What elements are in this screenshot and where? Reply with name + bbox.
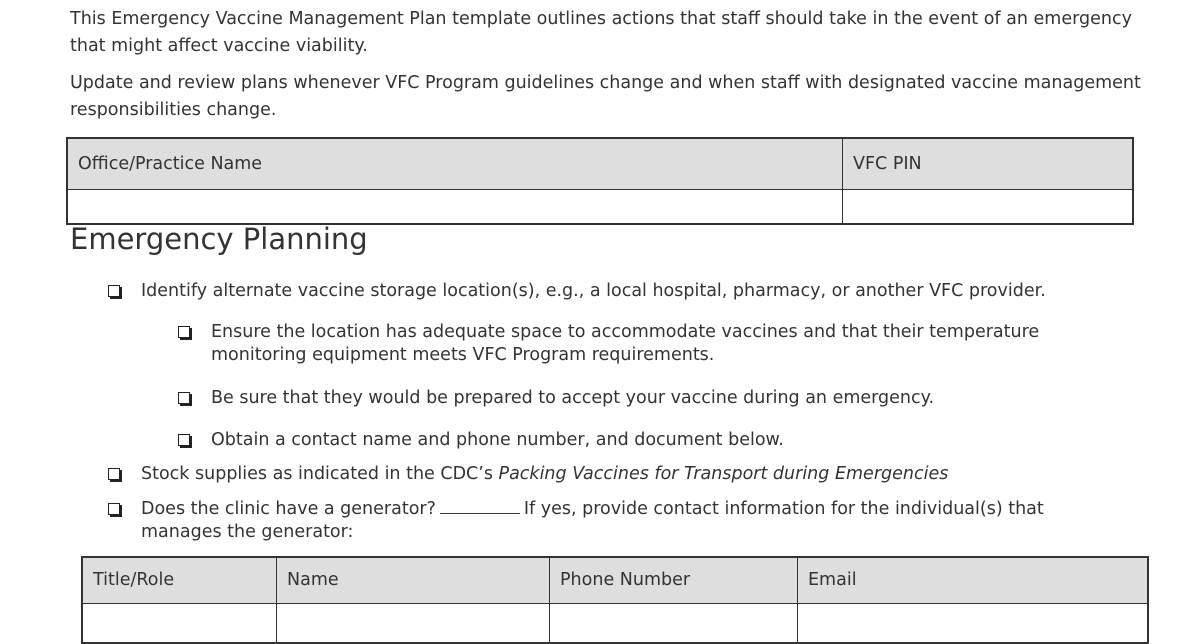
generator-contact-prompt-line-2: manages the generator:	[141, 522, 354, 542]
generator-contact-prompt: If yes, provide contact information for the individual(s) that	[523, 499, 1044, 519]
intro-paragraph-2: Update and review plans whenever VFC Program guidelines change and when staff with designated vaccine management responsibilities change.	[70, 73, 1141, 120]
phone-number-header: Phone Number	[550, 557, 798, 603]
subitem-line-1: Ensure the location has adequate space to accommodate vaccines and that their temperature	[211, 322, 1040, 342]
email-cell[interactable]	[798, 603, 1149, 643]
practice-name-header: Office/Practice Name	[67, 138, 843, 189]
stock-supplies-text: Stock supplies as indicated in the CDC’s	[141, 464, 499, 484]
checkbox-prepared-accept[interactable]	[178, 392, 190, 404]
checkbox-adequate-space[interactable]	[178, 326, 190, 338]
stock-supplies-doc-title: Packing Vaccines for Transport during Emergencies	[498, 464, 949, 484]
checklist-subitem-adequate-space	[211, 321, 1039, 367]
checklist-item-stock-supplies	[141, 463, 948, 486]
checklist-item-alternate-storage: Identify alternate vaccine storage location(s), e.g., a local hospital, pharmacy, or another VFC provider.	[141, 281, 1046, 301]
phone-number-cell[interactable]	[550, 603, 798, 643]
title-role-cell[interactable]	[82, 603, 277, 643]
email-header: Email	[798, 557, 1149, 603]
generator-contact-table	[81, 556, 1149, 644]
intro-paragraph-1: This Emergency Vaccine Management Plan template outlines actions that staff should take in the event of an emergency that might affect vaccine viability.	[70, 9, 1132, 56]
title-role-header: Title/Role	[82, 557, 277, 603]
checklist-item-generator	[141, 498, 1044, 544]
checkbox-generator[interactable]	[108, 503, 120, 515]
name-header: Name	[277, 557, 550, 603]
practice-name-cell[interactable]	[67, 189, 843, 224]
subitem-line-2: monitoring equipment meets VFC Program requirements.	[211, 345, 715, 365]
checkbox-stock-supplies[interactable]	[108, 468, 120, 480]
checklist-subitem-contact-name: Obtain a contact name and phone number, and document below.	[211, 430, 784, 450]
name-cell[interactable]	[277, 603, 550, 643]
checkbox-alternate-storage[interactable]	[108, 285, 120, 297]
practice-info-table	[66, 137, 1134, 225]
generator-question: Does the clinic have a generator?	[141, 499, 436, 519]
vfc-pin-header: VFC PIN	[843, 138, 1134, 189]
generator-answer-blank[interactable]	[440, 512, 520, 514]
vfc-pin-cell[interactable]	[843, 189, 1134, 224]
checklist-subitem-prepared-accept: Be sure that they would be prepared to accept your vaccine during an emergency.	[211, 388, 935, 408]
checkbox-contact-name[interactable]	[178, 434, 190, 446]
section-title: Emergency Planning	[70, 222, 368, 256]
